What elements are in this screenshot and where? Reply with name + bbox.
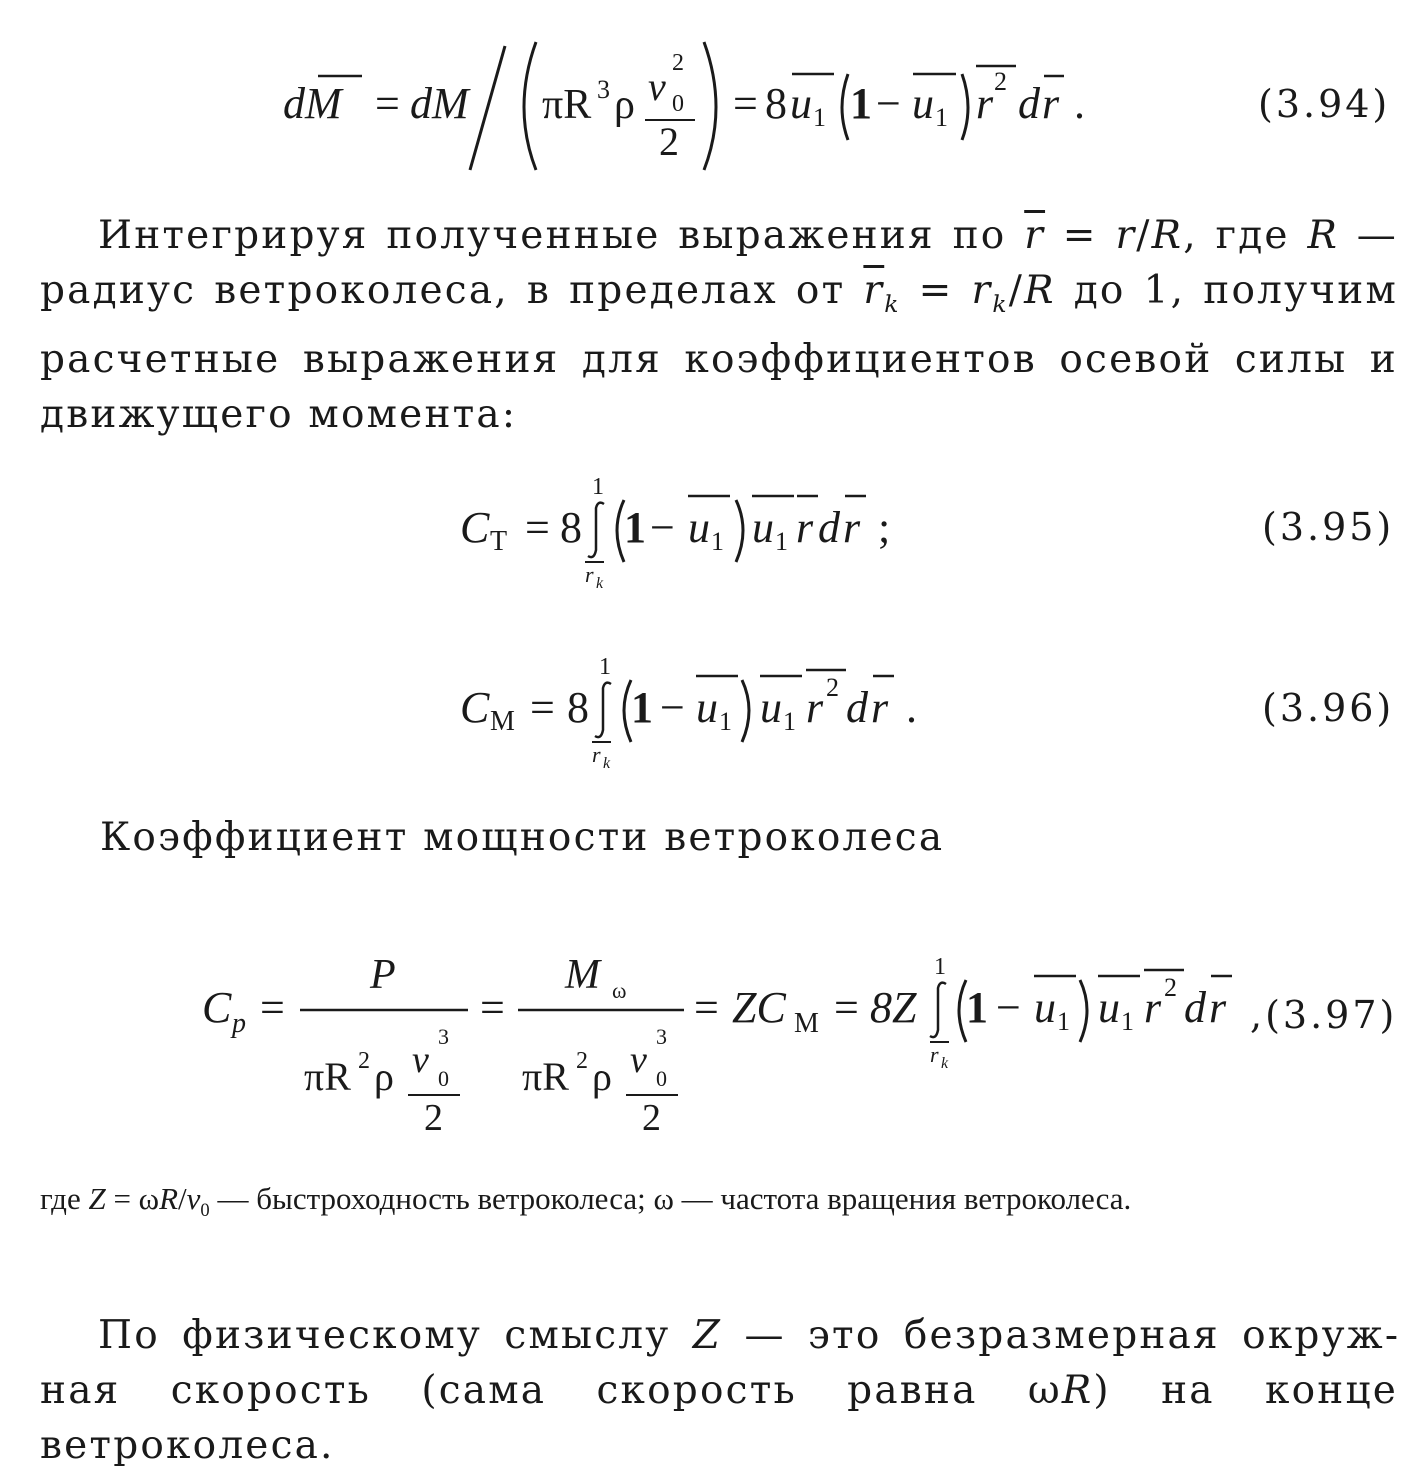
eq97-M: M xyxy=(565,952,600,998)
eq96-u2: u xyxy=(760,683,782,732)
eq95-upper: 1 xyxy=(592,474,604,500)
eq95-minus: − xyxy=(650,503,675,552)
eq95-u2-sub: 1 xyxy=(775,527,788,556)
eq94-v-sup: 2 xyxy=(672,50,684,76)
eq95-dr: r xyxy=(843,503,861,552)
eq96-lower-k: k xyxy=(603,755,611,772)
eq96-dr: r xyxy=(871,683,889,732)
eq94-u2: u xyxy=(912,79,934,128)
eq96-u2-sub: 1 xyxy=(783,707,796,736)
eq97-equals-2: = xyxy=(480,983,505,1032)
eq96-r: r xyxy=(806,683,824,732)
eq97-den2-rho: ρ xyxy=(592,1054,612,1099)
eq95-C: C xyxy=(460,503,490,552)
eq97-r-sup: 2 xyxy=(1164,973,1177,1002)
eq96-end: . xyxy=(906,683,917,732)
eq96-eight: 8 xyxy=(567,683,589,732)
eq95-one: 1 xyxy=(624,503,646,552)
eq95-lower-r: r xyxy=(585,562,594,587)
eq97-den1-v-sup: 3 xyxy=(438,1024,449,1049)
eq95-equals: = xyxy=(525,503,550,552)
eq97-u-sub: 1 xyxy=(1057,1007,1070,1036)
eq97-den1-two: 2 xyxy=(424,1097,443,1139)
eq97-ZC: ZC xyxy=(732,983,786,1032)
paragraph-power-coefficient: Коэффициент мощности ветроколеса xyxy=(100,815,945,860)
eq97-den2-v-sub: 0 xyxy=(656,1066,667,1091)
eq96-u-sub: 1 xyxy=(719,707,732,736)
eq95-u: u xyxy=(688,503,710,552)
eq97-den1-v-sub: 0 xyxy=(438,1066,449,1091)
eq97-den1-piR: πR xyxy=(304,1054,351,1099)
eq97-u: u xyxy=(1034,983,1056,1032)
eq97-sub-p: p xyxy=(232,1008,246,1039)
eq97-equals-3: = xyxy=(694,983,719,1032)
eq95-lower-k: k xyxy=(596,575,604,592)
eq94-equals-2: = xyxy=(733,79,758,128)
paragraph-physical-meaning: По физическому смыслу Z — это безразмерная окружная скорость (сама скорость равна ωR) на конце ветроколеса. xyxy=(40,1313,1399,1468)
eq97-lower-r: r xyxy=(930,1042,939,1067)
eq94-equals-1: = xyxy=(375,79,400,128)
eq94-u: u xyxy=(790,79,812,128)
eq97-den1-rho: ρ xyxy=(374,1054,394,1099)
eq97-u2-sub: 1 xyxy=(1121,1007,1134,1036)
eq96-upper: 1 xyxy=(599,654,611,680)
eq97-P: P xyxy=(370,952,396,998)
eq96-minus: − xyxy=(660,683,685,732)
equation-number-3-96: (3.96) xyxy=(1262,686,1395,730)
eq94-dMbar: dM xyxy=(283,79,342,128)
eq97-r: r xyxy=(1144,983,1162,1032)
eq96-sub: М xyxy=(490,706,515,737)
note-speed-ratio: где $Z = \omega R/v_0$ — быстроходность ветроколеса; ω — частота вращения ветроколеса. xyxy=(40,1181,1132,1222)
eq97-minus: − xyxy=(996,983,1021,1032)
eq97-ZC-sub: М xyxy=(794,1008,819,1039)
eq94-cube: 3 xyxy=(597,75,610,104)
eq96-C: C xyxy=(460,683,490,732)
eq94-d: d xyxy=(1018,79,1040,128)
eq94-minus: − xyxy=(876,79,901,128)
eq97-eightZ: 8Z xyxy=(870,983,917,1032)
eq95-sub: Т xyxy=(490,526,508,557)
eq97-den2-sq: 2 xyxy=(576,1048,588,1074)
eq96-d: d xyxy=(846,683,868,732)
eq97-den2-two: 2 xyxy=(642,1097,661,1139)
eq94-r: r xyxy=(976,79,994,128)
eq97-d: d xyxy=(1184,983,1206,1032)
eq97-equals-1: = xyxy=(260,983,285,1032)
eq94-eight: 8 xyxy=(765,79,787,128)
eq95-u2: u xyxy=(752,503,774,552)
equation-number-3-97: ,(3.97) xyxy=(1250,993,1398,1037)
eq96-integral xyxy=(595,683,611,737)
eq96-equals: = xyxy=(530,683,555,732)
eq94-denom-two: 2 xyxy=(659,119,679,164)
eq94-u2-sub: 1 xyxy=(935,103,948,132)
equation-number-3-94: (3.94) xyxy=(1258,82,1391,126)
eq94-u-sub: 1 xyxy=(813,103,826,132)
eq94-one: 1 xyxy=(850,79,872,128)
eq97-lower-k: k xyxy=(941,1055,949,1072)
eq94-v: v xyxy=(648,64,666,109)
eq97-upper: 1 xyxy=(934,954,946,980)
eq96-one: 1 xyxy=(631,683,653,732)
eq95-integral xyxy=(588,503,604,557)
eq97-equals-4: = xyxy=(834,983,859,1032)
equation-3-95 xyxy=(0,460,1414,610)
eq95-d: d xyxy=(818,503,840,552)
eq97-dr: r xyxy=(1209,983,1227,1032)
eq94-r-sup: 2 xyxy=(994,67,1007,96)
equation-3-94 xyxy=(0,0,1414,180)
eq97-den1-v: v xyxy=(412,1039,429,1081)
equation-number-3-95: (3.95) xyxy=(1262,505,1395,549)
eq94-dr: r xyxy=(1042,79,1060,128)
eq97-den2-v: v xyxy=(630,1039,647,1081)
eq97-one: 1 xyxy=(966,983,988,1032)
eq97-u2: u xyxy=(1098,983,1120,1032)
eq94-left-paren xyxy=(524,42,536,170)
equation-3-97 xyxy=(0,940,1414,1140)
eq94-dM: dM xyxy=(410,79,469,128)
eq94-right-paren xyxy=(704,42,716,170)
eq95-u-sub: 1 xyxy=(711,527,724,556)
eq94-piR: πR xyxy=(542,82,592,128)
eq97-den1-sq: 2 xyxy=(358,1048,370,1074)
eq95-eight: 8 xyxy=(560,503,582,552)
eq94-v-sub: 0 xyxy=(672,91,684,117)
eq97-den2-v-sup: 3 xyxy=(656,1024,667,1049)
eq97-M-sub: ω xyxy=(612,978,627,1003)
eq94-rho: ρ xyxy=(614,82,635,128)
eq97-C: C xyxy=(202,983,232,1032)
eq95-end: ; xyxy=(878,503,891,552)
eq94-dot: . xyxy=(1074,79,1085,128)
paragraph-integration: Интегрируя полученные выражения по $\overline{r} = r/R$, где R — радиус ветроколеса, в пределах от $\overline{r}_k = r_k/R$ до 1, получим расчетные выражения для коэффициентов осевой силы и движущего момента: xyxy=(40,213,1399,437)
eq96-lower-r: r xyxy=(592,742,601,767)
eq95-r: r xyxy=(796,503,814,552)
eq94-slash xyxy=(470,46,505,170)
eq97-den2-piR: πR xyxy=(522,1054,569,1099)
eq96-r-sup: 2 xyxy=(826,673,839,702)
eq96-u: u xyxy=(696,683,718,732)
equation-3-96 xyxy=(0,640,1414,790)
eq97-integral xyxy=(930,983,946,1037)
